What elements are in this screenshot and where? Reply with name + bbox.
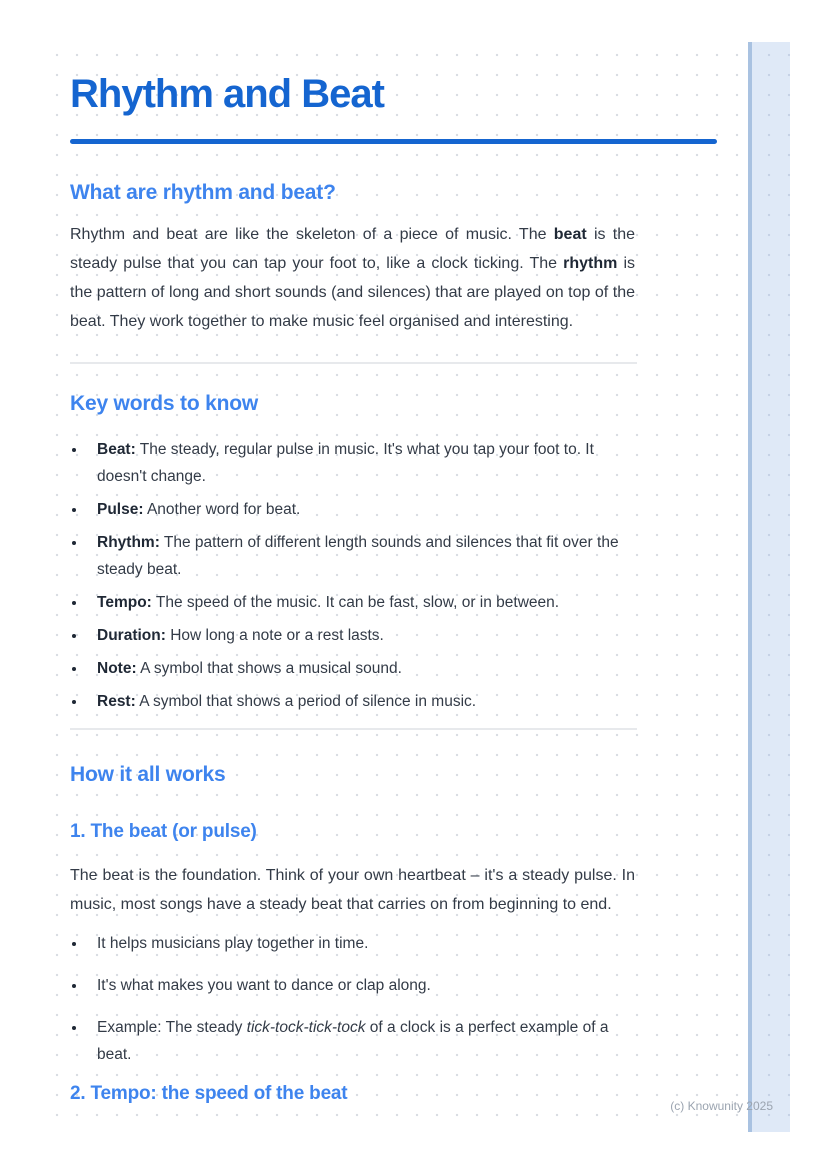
keyword-definition: The speed of the music. It can be fast, slow, or in between. (155, 594, 560, 611)
list-item (87, 622, 635, 649)
keyword-definition: Another word for beat. (146, 501, 301, 518)
list-item: • It's what makes you want to dance or clap along. (87, 972, 635, 999)
keyword-definition: The pattern of different length sounds and silences that fit over the steady beat. (97, 534, 619, 578)
page-content (70, 42, 717, 1105)
list-item (87, 529, 635, 583)
worksheet-page (42, 42, 790, 1132)
list-item (87, 655, 635, 682)
section-divider (70, 728, 637, 730)
keyword-term: Rhythm: (97, 534, 160, 551)
section-divider (70, 362, 637, 364)
copyright-note: (c) Knowunity 2025 (670, 1099, 773, 1113)
page-margin-stripe (748, 42, 790, 1132)
section-heading-what-are-rhythm-and-beat: What are rhythm and beat? (70, 181, 336, 204)
subsection-heading-tempo: 2. Tempo: the speed of the beat (70, 1083, 348, 1104)
keyword-definition: The steady, regular pulse in music. It's what you tap your foot to. It doesn't change. (97, 441, 594, 485)
document-title: Rhythm and Beat (70, 72, 384, 116)
keyword-term: Rest: (97, 693, 136, 710)
beat-paragraph: The beat is the foundation. Think of your own heartbeat – it's a steady pulse. In music, most songs have a steady beat that carries on from beginning to end. (70, 867, 635, 913)
list-item (87, 496, 635, 523)
keyword-definition: A symbol that shows a period of silence in music. (139, 693, 477, 710)
list-item (87, 436, 635, 490)
title-underline-rule (70, 139, 717, 144)
intro-paragraph: Rhythm and beat are like the skeleton of a piece of music. The beat is the steady pulse that you can tap your foot to, like a clock ticking. The rhythm is the pattern of long and short sounds (and silences) that are played on top of the beat. They work together to make music feel organised and interesting. (70, 226, 636, 330)
keyword-list (70, 436, 635, 715)
section-heading-how-it-all-works: How it all works (70, 763, 226, 786)
keyword-term: Pulse: (97, 501, 144, 518)
keyword-definition: How long a note or a rest lasts. (170, 627, 384, 644)
keyword-term: Duration: (97, 627, 166, 644)
keyword-term: Beat: (97, 441, 136, 458)
beat-points-list (70, 930, 635, 1068)
keyword-term: Note: (97, 660, 137, 677)
keyword-definition: A symbol that shows a musical sound. (140, 660, 402, 677)
subsection-heading-the-beat: 1. The beat (or pulse) (70, 821, 257, 842)
keyword-term: Tempo: (97, 594, 152, 611)
section-heading-key-words: Key words to know (70, 392, 258, 415)
list-item (87, 688, 635, 715)
list-item: • It helps musicians play together in time. (87, 930, 635, 957)
list-item: • Example: The steady tick-tock-tick-tock of a clock is a perfect example of a beat. (87, 1014, 635, 1068)
list-item (87, 589, 635, 616)
